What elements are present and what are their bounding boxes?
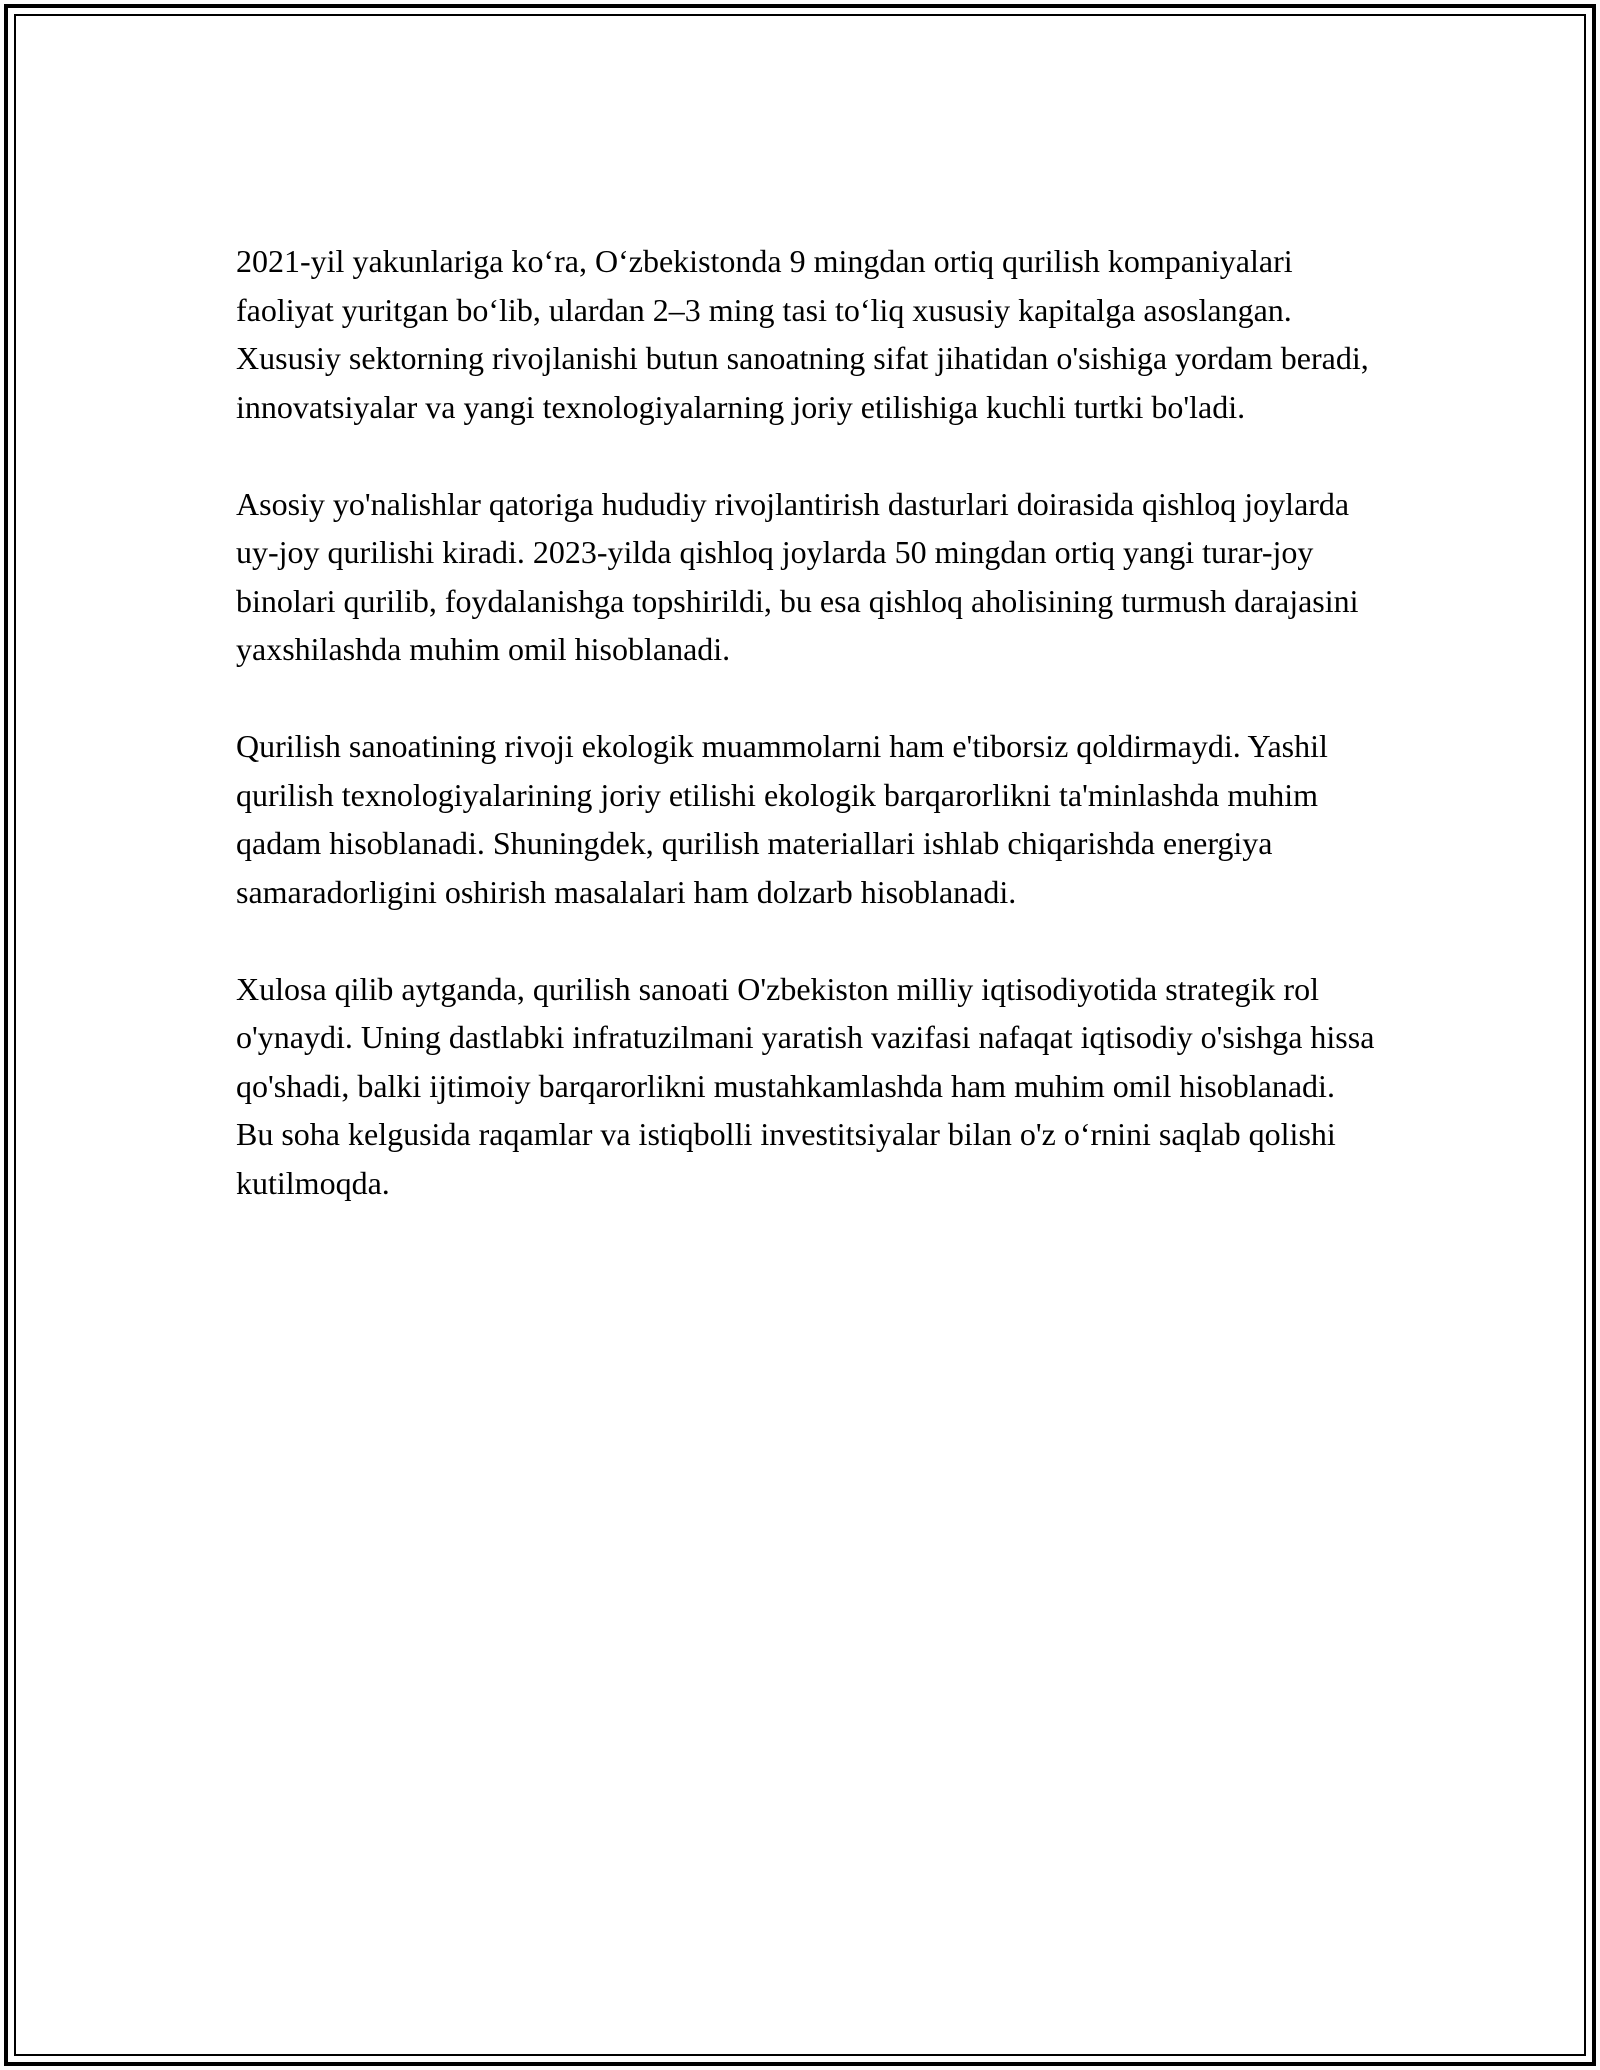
paragraph-conclusion: Xulosa qilib aytganda, qurilish sanoati O'zbekiston milliy iqtisodiyotida strategik rol o'ynaydi. Uning dastlabki infratuzilmani yaratish vazifasi nafaqat iqtisodiy o'sishga hissa qo'shadi, balki ijtimoiy barqarorlikni mustahkamlashda ham muhim omil hisoblanadi. Bu soha kelgusida raqamlar va istiqbolli investitsiyalar bilan o'z o‘rnini saqlab qolishi kutilmoqda.: [236, 970, 1375, 1201]
document-body: [236, 237, 1376, 1207]
paragraph-ecology: Qurilish sanoatining rivoji ekologik muammolarni ham e'tiborsiz qoldirmaydi. Yashil qurilish texnologiyalarining joriy etilishi ekologik barqarorlikni ta'minlashda muhim qadam hisoblanadi. Shuningdek, qurilish materiallari ishlab chiqarishda energiya samaradorligini oshirish masalalari ham dolzarb hisoblanadi.: [236, 728, 1328, 910]
paragraph-rural-housing: Asosiy yo'nalishlar qatoriga hududiy rivojlantirish dasturlari doirasida qishloq joylarda uy-joy qurilishi kiradi. 2023-yilda qishloq joylarda 50 mingdan ortiq yangi turar-joy binolari qurilib, foydalanishga topshirildi, bu esa qishloq aholisining turmush darajasini yaxshilashda muhim omil hisoblanadi.: [236, 485, 1359, 667]
paragraph-construction-companies: 2021-yil yakunlariga ko‘ra, O‘zbekistonda 9 mingdan ortiq qurilish kompaniyalari faoliyat yuritgan bo‘lib, ulardan 2–3 ming tasi to‘liq xususiy kapitalga asoslangan. Xususiy sektorning rivojlanishi butun sanoatning sifat jihatidan o'sishiga yordam beradi, innovatsiyalar va yangi texnologiyalarning joriy etilishiga kuchli turtki bo'ladi.: [236, 243, 1369, 425]
